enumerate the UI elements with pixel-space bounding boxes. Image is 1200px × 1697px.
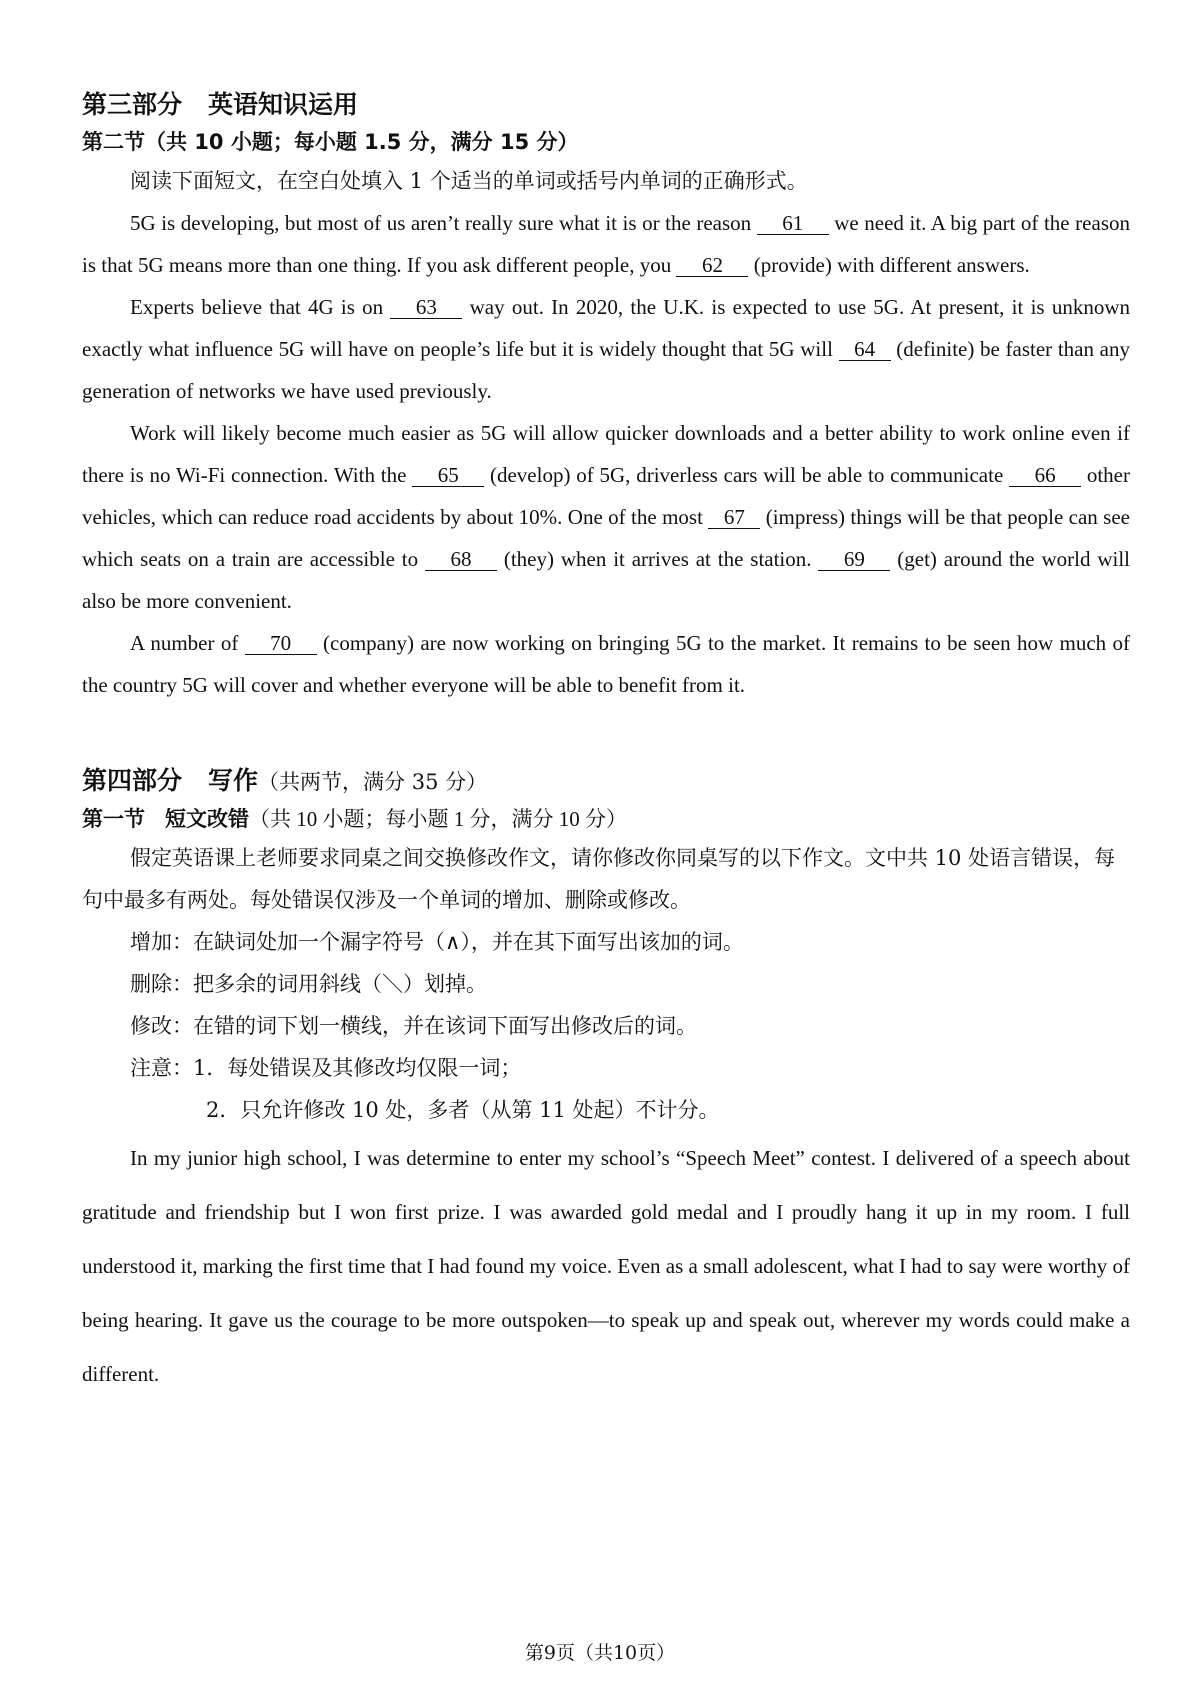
blank-62: 62	[676, 254, 748, 277]
part3-heading	[82, 88, 1130, 122]
part4-instruction: 假定英语课上老师要求同桌之间交换修改作文，请你修改你同桌写的以下作文。文中共 10 处语言错误，每句中最多有两处。每处错误仅涉及一个单词的增加、删除或修改。	[82, 846, 1116, 912]
passage-paragraph-1: 5G is developing, but most of us aren’t really sure what it is or the reason 61 we need it. A big part of the reason is that 5G means more than one thing. If you ask different people, you 62 (provide) with different answers.	[82, 211, 1130, 277]
part4-subtitle: 写作	[208, 766, 259, 795]
blank-61: 61	[757, 212, 829, 235]
correction-essay: In my junior high school, I was determine to enter my school’s “Speech Meet” contest. I delivered of a speech about gratitude and friendship but I won first prize. I was awarded gold medal and I proudly hang it up in my room. I full understood it, marking the first time that I had found my voice. Even as a small adolescent, what I had to say were worthy of being hearing. It gave us the courage to be more outspoken—to speak up and speak out, wherever my words could make a different.	[82, 1146, 1130, 1386]
part4-section1-note: （共 10 小题；每小题 1 分，满分 10 分）	[249, 807, 627, 831]
exam-page	[82, 88, 1130, 1401]
blank-64: 64	[839, 338, 891, 361]
blank-70: 70	[245, 632, 317, 655]
rule-modify: 修改：在错的词下划一横线，并在该词下面写出修改后的词。	[130, 1014, 697, 1038]
rule-add: 增加：在缺词处加一个漏字符号（∧），并在其下面写出该加的词。	[130, 930, 744, 954]
part3-title: 第三部分	[82, 90, 183, 119]
passage-paragraph-3: Work will likely become much easier as 5G will allow quicker downloads and a better ability to work online even if there is no Wi-Fi connection. With the 65 (develop) of 5G, driverless cars will be able to communicate 66 other vehicles, which can reduce road accidents by about 10%. One of the most 67 (impress) things will be that people can see which seats on a train are accessible to 68 (they) when it arrives at the station. 69 (get) around the world will also be more convenient.	[82, 421, 1130, 613]
part3-subtitle: 英语知识运用	[208, 90, 359, 119]
note-1: 注意：1．每处错误及其修改均仅限一词；	[130, 1056, 522, 1080]
blank-63: 63	[390, 296, 462, 319]
correction-rules	[82, 921, 1130, 1131]
page-number: 第9页（共10页）	[524, 1642, 676, 1664]
passage-paragraph-4: A number of 70 (company) are now working on bringing 5G to the market. It remains to be seen how much of the country 5G will cover and whether everyone will be able to benefit from it.	[82, 631, 1130, 697]
blank-66: 66	[1009, 464, 1081, 487]
part3-section2-title: 第二节（共 10 小题；每小题 1.5 分，满分 15 分）	[82, 130, 579, 154]
part4-section1-heading: 第一节 短文改错（共 10 小题；每小题 1 分，满分 10 分）	[82, 807, 627, 831]
note-2: 2．只允许修改 10 处，多者（从第 11 处起）不计分。	[206, 1098, 720, 1122]
part3-instruction: 阅读下面短文，在空白处填入 1 个适当的单词或括号内单词的正确形式。	[130, 169, 808, 193]
part4-title: 第四部分	[82, 766, 183, 795]
blank-67: 67	[708, 506, 760, 529]
passage-paragraph-2: Experts believe that 4G is on 63 way out. In 2020, the U.K. is expected to use 5G. At present, it is unknown exactly what influence 5G will have on people’s life but it is widely thought that 5G will 64 (definite) be faster than any generation of networks we have used previously.	[82, 295, 1130, 403]
blank-69: 69	[818, 548, 890, 571]
rule-delete: 删除：把多余的词用斜线（＼）划掉。	[130, 972, 487, 996]
part4-heading	[82, 764, 1130, 799]
part4-subtitle-note: （共两节，满分 35 分）	[258, 770, 488, 794]
blank-68: 68	[425, 548, 497, 571]
blank-65: 65	[412, 464, 484, 487]
